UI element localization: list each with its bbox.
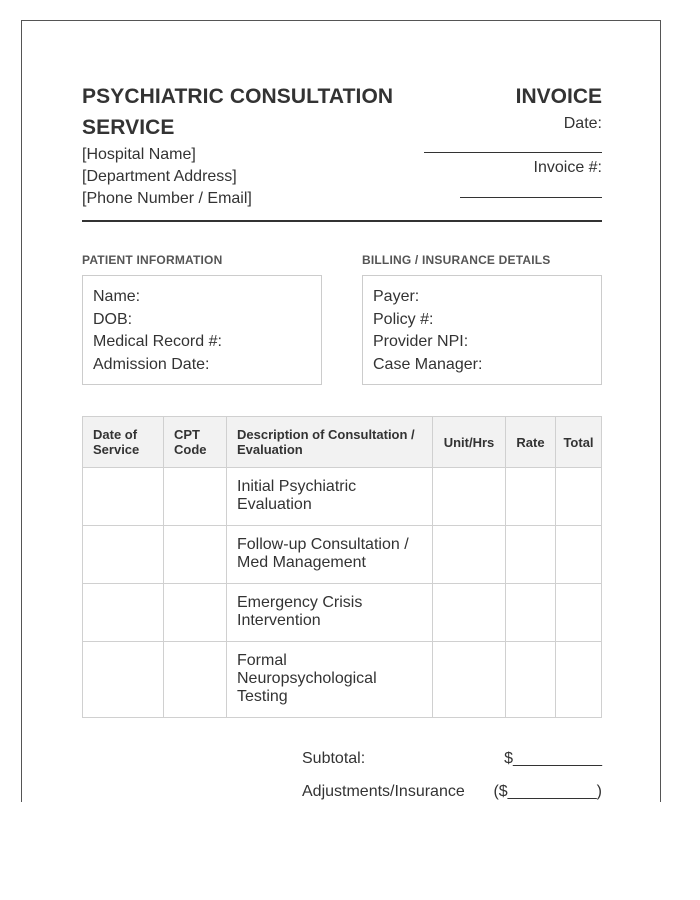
date-cell[interactable]: [83, 642, 164, 718]
table-header-row: [83, 417, 602, 468]
billing-section-label: BILLING / INSURANCE DETAILS: [362, 253, 551, 267]
col-total: Total: [556, 417, 602, 468]
billing-info-box: [362, 275, 602, 385]
patient-section-label: PATIENT INFORMATION: [82, 253, 223, 267]
col-date-of-service: Date of Service: [83, 417, 164, 468]
payer-field: Payer:: [373, 288, 420, 305]
adjustments-label: Adjustments/Insurance: [302, 783, 465, 800]
patient-name-field: Name:: [93, 288, 141, 305]
medical-record-field: Medical Record #:: [93, 333, 222, 350]
rate-cell[interactable]: [506, 584, 556, 642]
date-field-line[interactable]: [424, 152, 602, 153]
invoice-number-field-line[interactable]: [460, 197, 602, 198]
rate-cell[interactable]: [506, 468, 556, 526]
date-cell[interactable]: [83, 526, 164, 584]
description-cell: Follow-up Consultation / Med Management: [227, 526, 433, 584]
provider-npi-field: Provider NPI:: [373, 333, 469, 350]
date-cell[interactable]: [83, 468, 164, 526]
contact-info: [Phone Number / Email]: [82, 190, 252, 207]
clinic-contact-block: [82, 144, 252, 210]
table-row: [83, 526, 602, 584]
col-cpt-code: CPT Code: [164, 417, 227, 468]
adjustments-value[interactable]: ($__________): [493, 783, 602, 800]
units-cell[interactable]: [433, 468, 506, 526]
department-address: [Department Address]: [82, 168, 237, 185]
cpt-cell[interactable]: [164, 642, 227, 718]
cpt-cell[interactable]: [164, 584, 227, 642]
description-cell: Formal Neuropsychological Testing: [227, 642, 433, 718]
policy-field: Policy #:: [373, 310, 434, 328]
description-cell: Emergency Crisis Intervention: [227, 584, 433, 642]
total-cell[interactable]: [556, 584, 602, 642]
table-row: [83, 642, 602, 718]
table-row: [83, 468, 602, 526]
date-label: Date:: [563, 115, 602, 132]
cpt-cell[interactable]: [164, 468, 227, 526]
clinic-title: PSYCHIATRIC CONSULTATION SERVICE: [82, 85, 394, 139]
total-cell[interactable]: [556, 526, 602, 584]
header-divider: [82, 220, 602, 222]
invoice-page: [21, 20, 661, 802]
subtotal-label: Subtotal:: [302, 750, 366, 767]
units-cell[interactable]: [433, 642, 506, 718]
services-table: [82, 416, 602, 718]
rate-cell[interactable]: [506, 642, 556, 718]
table-row: [83, 584, 602, 642]
units-cell[interactable]: [433, 584, 506, 642]
subtotal-value[interactable]: $__________: [504, 750, 602, 767]
patient-dob-field: DOB:: [93, 310, 133, 328]
invoice-number-label: Invoice #:: [533, 159, 602, 176]
date-cell[interactable]: [83, 584, 164, 642]
patient-info-box: [82, 275, 322, 385]
invoice-title: INVOICE: [515, 85, 602, 108]
col-description: Description of Consultation / Evaluation: [227, 417, 433, 468]
col-rate: Rate: [506, 417, 556, 468]
col-units: Unit/Hrs: [433, 417, 506, 468]
case-manager-field: Case Manager:: [373, 355, 483, 373]
rate-cell[interactable]: [506, 526, 556, 584]
cpt-cell[interactable]: [164, 526, 227, 584]
admission-date-field: Admission Date:: [93, 355, 210, 373]
units-cell[interactable]: [433, 526, 506, 584]
total-cell[interactable]: [556, 642, 602, 718]
description-cell: Initial Psychiatric Evaluation: [227, 468, 433, 526]
hospital-name: [Hospital Name]: [82, 146, 196, 163]
total-cell[interactable]: [556, 468, 602, 526]
